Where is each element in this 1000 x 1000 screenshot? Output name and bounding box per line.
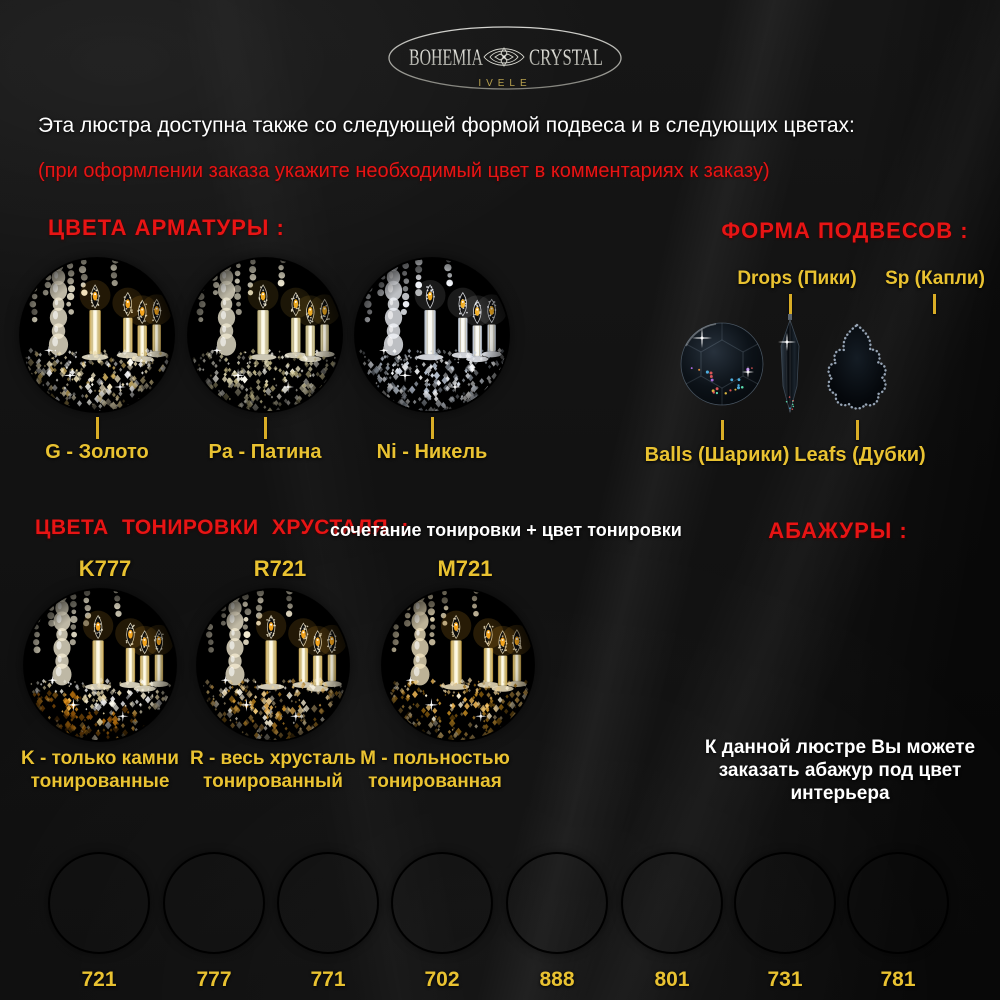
tint-code-k777: K777 xyxy=(78,556,132,581)
pendants-title: ФОРМА ПОДВЕСОВ : xyxy=(721,218,969,243)
pointer-line xyxy=(789,294,792,314)
lampshade-photo xyxy=(758,552,908,727)
crystal-swatch-801 xyxy=(623,854,721,952)
crystal-781-art xyxy=(849,854,947,952)
fixture-label-patina: Pa - Патина xyxy=(208,441,322,463)
crystal-swatch-702 xyxy=(393,854,491,952)
crystal-721-art xyxy=(50,854,148,952)
tint-caption-r-line1: R - весь хрусталь xyxy=(189,748,357,769)
pendant-label-drops: Drops (Пики) xyxy=(737,268,857,289)
pointer-line xyxy=(96,417,99,439)
crystal-771-art xyxy=(279,854,377,952)
tinting-title: ЦВЕТА ТОНИРОВКИ ХРУСТАЛЯ : xyxy=(35,516,409,539)
crystal-code-721: 721 xyxy=(81,968,117,991)
crystal-swatch-781 xyxy=(849,854,947,952)
crystal-swatch-721 xyxy=(50,854,148,952)
pendant-label-leafs: Leafs (Дубки) xyxy=(794,444,926,466)
tint-photo-m721 xyxy=(382,589,534,741)
pointer-line xyxy=(721,420,724,440)
tint-caption-k-line1: K - только камни xyxy=(21,748,179,769)
brand-name-left: BOHEMIA xyxy=(409,45,484,70)
order-note: (при оформлении заказа укажите необходимый цвет в комментариях к заказу) xyxy=(38,160,770,182)
crystal-code-731: 731 xyxy=(767,968,803,991)
crystal-702-art xyxy=(393,854,491,952)
crystal-code-702: 702 xyxy=(424,968,460,991)
crystal-swatch-777 xyxy=(165,854,263,952)
brand-subname: IVELE xyxy=(478,78,532,89)
fixture-label-gold: G - Золото xyxy=(45,441,149,463)
brand-logo-art xyxy=(385,24,625,94)
tint-caption-k-line2: тонированные xyxy=(30,770,170,792)
fixture-photo-patina xyxy=(188,258,342,412)
pointer-line xyxy=(431,417,434,439)
chandelier-gold-art xyxy=(20,258,174,412)
crystal-swatch-771 xyxy=(279,854,377,952)
brand-logo xyxy=(385,24,625,94)
pendant-label-sp: Sp (Капли) xyxy=(885,268,985,289)
tint-photo-r721 xyxy=(197,589,349,741)
crystal-801-art xyxy=(623,854,721,952)
tint-photo-k777 xyxy=(24,589,176,741)
intro-line: Эта люстра доступна также со следующей формой подвеса и в следующих цветах: xyxy=(38,114,855,137)
chandelier-patina-art xyxy=(188,258,342,412)
tint-caption-k xyxy=(5,748,195,794)
crystal-swatch-888 xyxy=(508,854,606,952)
pendant-label-balls: Balls (Шарики) xyxy=(644,444,790,466)
pointer-line xyxy=(264,417,267,439)
crystal-code-777: 777 xyxy=(196,968,232,991)
tint-caption-m-line2: тонированная xyxy=(368,770,502,792)
crystal-777-art xyxy=(165,854,263,952)
lampshade-caption-line1: К данной люстре Вы можете xyxy=(704,737,976,758)
crystal-code-888: 888 xyxy=(539,968,575,991)
chandelier-r721-art xyxy=(197,589,349,741)
pointer-line xyxy=(856,420,859,440)
crystal-swatch-731 xyxy=(736,854,834,952)
pendant-shapes-art xyxy=(640,312,990,416)
crystal-888-art xyxy=(508,854,606,952)
fixture-label-nickel: Ni - Никель xyxy=(376,441,488,463)
fixture-photo-gold xyxy=(20,258,174,412)
lampshades-title: АБАЖУРЫ : xyxy=(768,518,908,543)
tint-code-m721: M721 xyxy=(437,556,493,581)
pointer-line xyxy=(933,294,936,314)
crystal-code-771: 771 xyxy=(310,968,346,991)
crystal-code-801: 801 xyxy=(654,968,690,991)
chandelier-m721-art xyxy=(382,589,534,741)
tint-caption-m-line1: M - польностью xyxy=(360,748,510,769)
lampshade-caption-line2: заказать абажур под цвет интерьера xyxy=(718,759,962,804)
crystal-731-art xyxy=(736,854,834,952)
chandelier-nickel-art xyxy=(355,258,509,412)
brand-name-right: CRYSTAL xyxy=(529,45,603,70)
tint-caption-m xyxy=(340,748,530,794)
chandelier-k777-art xyxy=(24,589,176,741)
fixture-photo-nickel xyxy=(355,258,509,412)
tint-caption-r-line2: тонированный xyxy=(203,770,343,792)
tinting-subtitle: сочетание тонировки + цвет тонировки xyxy=(330,520,682,540)
crystal-code-781: 781 xyxy=(880,968,916,991)
lampshade-caption xyxy=(690,737,990,805)
fixtures-title: ЦВЕТА АРМАТУРЫ : xyxy=(48,215,285,240)
logo-rosette-icon xyxy=(484,48,524,66)
tint-code-r721: R721 xyxy=(253,556,307,581)
